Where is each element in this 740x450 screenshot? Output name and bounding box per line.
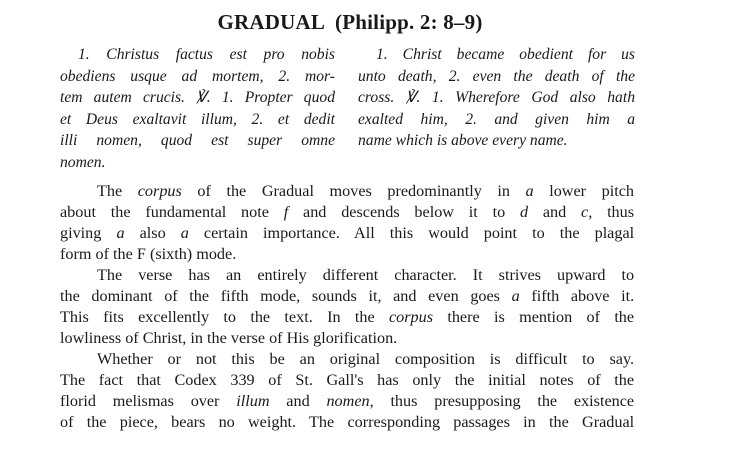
prose-line: of the piece, bears no weight. The corresponding passages in the Gradual	[60, 413, 635, 431]
prose-line: The corpus of the Gradual moves predominantly in a lower pitch	[97, 182, 635, 200]
commentary-paragraph	[60, 349, 634, 433]
prose-line: form of the F (sixth) mode.	[60, 245, 237, 263]
latin-line: 1. Christus factus est pro nobis	[78, 46, 335, 63]
emphasized-word: f	[283, 203, 289, 221]
emphasized-word: c,	[581, 203, 593, 221]
commentary-paragraph	[60, 181, 634, 265]
latin-line: tem autem crucis. ℣. 1. Propter quod	[60, 89, 335, 106]
english-line: exalted him, 2. and given him a	[358, 110, 635, 128]
heading-reference: (Philipp. 2: 8–9)	[335, 10, 483, 34]
gradual-heading	[60, 8, 640, 36]
emphasized-word: d	[519, 203, 529, 221]
prose-line: This fits excellently to the text. In the corpus there is mention of the	[60, 308, 635, 326]
emphasized-word: a	[525, 182, 534, 200]
english-line: unto death, 2. even the death of the	[358, 67, 635, 85]
prose-line: The fact that Codex 339 of St. Gall's has only the initial notes of the	[60, 371, 635, 389]
english-line: 1. Christ became obedient for us	[376, 46, 635, 63]
english-line: cross. ℣. 1. Wherefore God also hath	[358, 89, 635, 106]
prose-line: giving a also a certain importance. All this would point to the plagal	[60, 224, 635, 242]
emphasized-word: corpus	[137, 182, 182, 200]
latin-text-column	[60, 44, 335, 173]
commentary-body	[60, 181, 634, 433]
latin-line: nomen.	[60, 153, 106, 171]
prose-line: Whether or not this be an original composition is difficult to say.	[97, 350, 635, 368]
emphasized-word: nomen,	[326, 392, 374, 410]
latin-line: obediens usque ad mortem, 2. mor-	[60, 67, 335, 85]
emphasized-word: a	[116, 224, 125, 242]
english-translation-column	[358, 44, 635, 152]
prose-line: florid melismas over illum and nomen, thus presupposing the existence	[60, 392, 635, 410]
prose-line: about the fundamental note f and descends below it to d and c, thus	[60, 203, 635, 221]
commentary-paragraph	[60, 265, 634, 349]
prose-line: lowliness of Christ, in the verse of His glorification.	[60, 329, 398, 347]
latin-line: et Deus exaltavit illum, 2. et dedit	[60, 110, 335, 128]
prose-line: The verse has an entirely different character. It strives upward to	[97, 266, 635, 284]
heading-title: GRADUAL	[217, 10, 326, 34]
prose-line: the dominant of the fifth mode, sounds it, and even goes a fifth above it.	[60, 287, 635, 305]
emphasized-word: a	[180, 224, 189, 242]
latin-line: illi nomen, quod est super omne	[60, 132, 335, 149]
emphasized-word: illum	[236, 392, 270, 410]
emphasized-word: a	[511, 287, 520, 305]
emphasized-word: corpus	[388, 308, 434, 326]
english-line: name which is above every name.	[358, 132, 568, 149]
